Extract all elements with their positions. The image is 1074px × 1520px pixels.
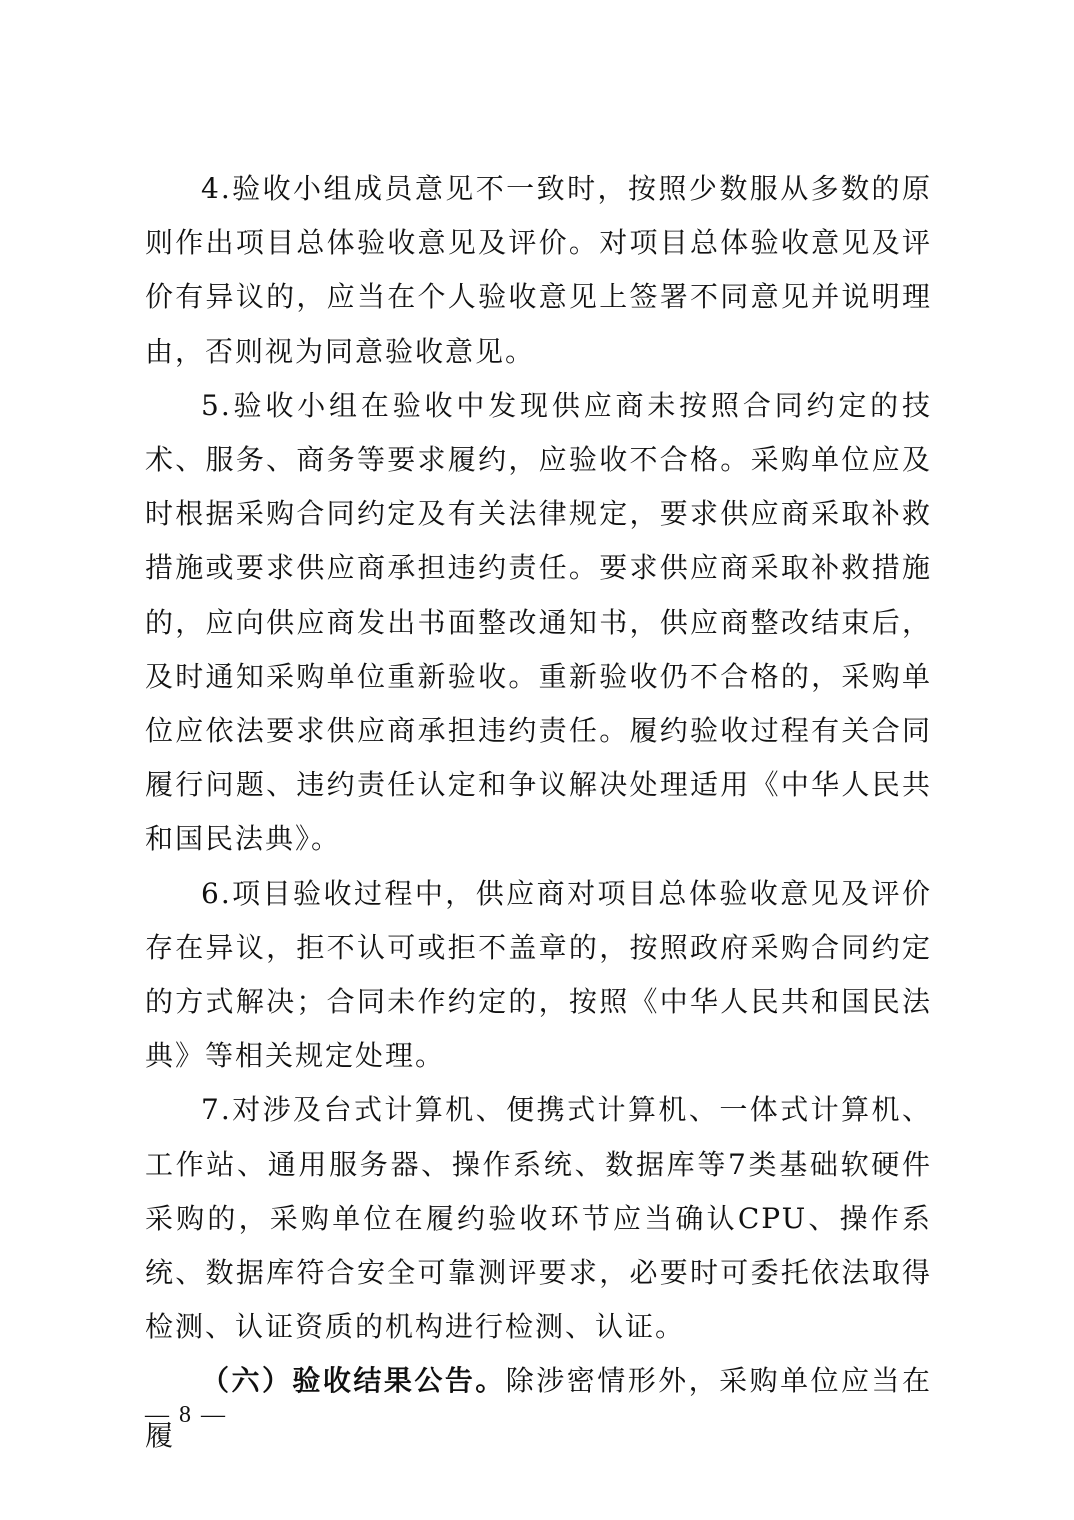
section-6-paragraph bbox=[145, 1354, 932, 1462]
page-number: — 8 — bbox=[145, 1402, 227, 1428]
paragraph-text: 5.验收小组在验收中发现供应商未按照合同约定的技术、服务、商务等要求履约，应验收不合格。采购单位应及时根据采购合同约定及有关法律规定，要求供应商采取补救措施或要求供应商承担违约责任。要求供应商采取补救措施的，应向供应商发出书面整改通知书，供应商整改结束后，及时通知采购单位重新验收。重新验收仍不合格的，采购单位应依法要求供应商承担违约责任。履约验收过程有关合同履行问题、违约责任认定和争议解决处理适用《中华人民共和国民法典》。 bbox=[145, 388, 932, 856]
paragraph-text: 6.项目验收过程中，供应商对项目总体验收意见及评价存在异议，拒不认可或拒不盖章的，按照政府采购合同约定的方式解决；合同未作约定的，按照《中华人民共和国民法典》等相关规定处理。 bbox=[145, 876, 932, 1073]
paragraph-item-5 bbox=[145, 379, 932, 867]
paragraph-item-6 bbox=[145, 867, 932, 1084]
paragraph-text: 除涉密情形外，采购单位应当在履 bbox=[145, 1364, 932, 1452]
paragraph-item-4 bbox=[145, 162, 932, 379]
paragraph-text: 7.对涉及台式计算机、便携式计算机、一体式计算机、工作站、通用服务器、操作系统、数据库等7类基础软硬件采购的，采购单位在履约验收环节应当确认CPU、操作系统、数据库符合安全可靠测评要求，必要时可委托依法取得检测、认证资质的机构进行检测、认证。 bbox=[145, 1093, 932, 1344]
paragraph-text: 4.验收小组成员意见不一致时，按照少数服从多数的原则作出项目总体验收意见及评价。对项目总体验收意见及评价有异议的，应当在个人验收意见上签署不同意见并说明理由，否则视为同意验收意见。 bbox=[145, 172, 932, 368]
paragraph-item-7 bbox=[145, 1083, 932, 1354]
section-heading: （六）验收结果公告。 bbox=[201, 1364, 506, 1398]
body-text bbox=[145, 162, 932, 1463]
